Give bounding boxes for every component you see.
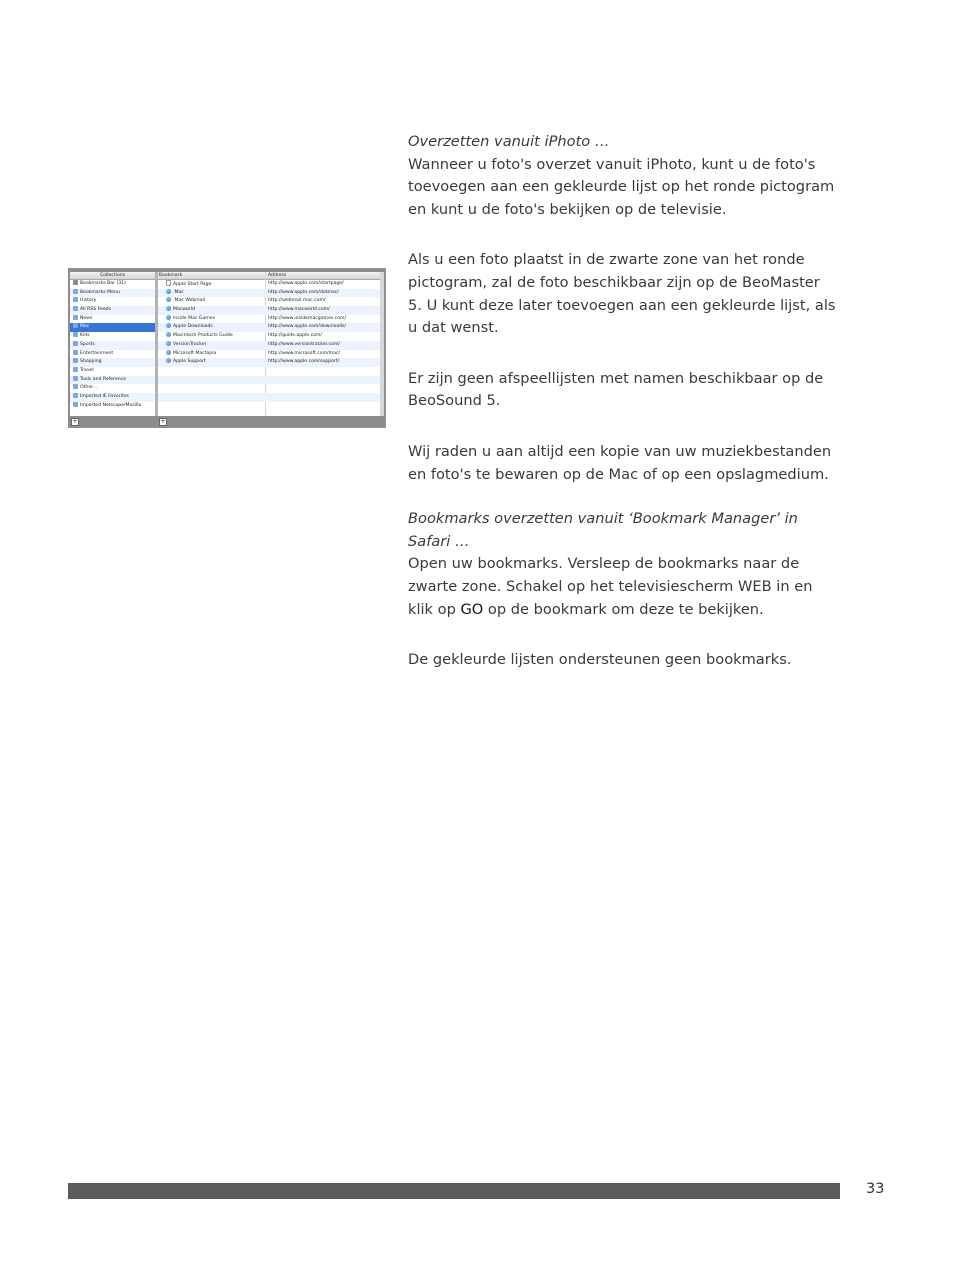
collection-label: Entertainment bbox=[80, 350, 114, 356]
globe-icon bbox=[166, 323, 171, 328]
bookmark-name: Macworld bbox=[173, 307, 195, 313]
globe-icon bbox=[166, 341, 171, 346]
collection-label: Sports bbox=[80, 341, 95, 347]
bookmark-address: http://www.versiontracker.com/ bbox=[268, 341, 340, 347]
iphoto-paragraph-2: Als u een foto plaatst in de zwarte zone van het ronde pictogram, zal de foto beschikbaar zijn op de BeoMaster 5. U kunt deze later toevoegen aan een gekleurde lijst, als u dat wenst. bbox=[408, 251, 836, 337]
collection-label: Shopping bbox=[80, 359, 102, 365]
collection-label: Tools and Reference bbox=[80, 376, 127, 382]
folder-icon bbox=[73, 358, 78, 363]
text-column bbox=[408, 131, 838, 672]
collection-label: Imported IE Favorites bbox=[80, 393, 129, 399]
collection-item[interactable] bbox=[70, 358, 155, 367]
bookmark-address: http://guide.apple.com/ bbox=[268, 333, 322, 339]
bookmark-address: http://www.apple.com/dotmac/ bbox=[268, 289, 339, 295]
bookmark-name-cell bbox=[158, 306, 263, 315]
bookmark-name-cell bbox=[158, 297, 263, 306]
folder-icon bbox=[73, 332, 78, 337]
address-column-header[interactable]: Address bbox=[268, 273, 287, 278]
rss-icon bbox=[73, 306, 78, 311]
empty-row bbox=[158, 384, 380, 393]
collection-label: History bbox=[80, 298, 97, 304]
collections-list bbox=[70, 280, 155, 410]
bookmarks-paragraph-1: Open uw bookmarks. Versleep de bookmarks naar de zwarte zone. Schakel op het televisiescherm WEB in en klik op GO op de bookmark om deze te bekijken. bbox=[408, 555, 813, 618]
bookmark-address: http://www.insidemacgames.com/ bbox=[268, 315, 347, 321]
bookmark-name-cell bbox=[158, 341, 263, 350]
collection-item[interactable] bbox=[70, 350, 155, 359]
collection-item[interactable] bbox=[70, 315, 155, 324]
bookmark-name-cell bbox=[158, 323, 263, 332]
collection-item[interactable] bbox=[70, 367, 155, 376]
collection-item[interactable] bbox=[70, 341, 155, 350]
bookmark-name: VersionTracker bbox=[173, 341, 207, 347]
globe-icon bbox=[166, 350, 171, 355]
collection-label: Mac bbox=[80, 324, 90, 330]
add-collection-button[interactable]: + bbox=[72, 418, 78, 425]
bookmark-address: http://www.apple.com/startpage/ bbox=[268, 281, 344, 286]
bookmark-name: Microsoft Mactopia bbox=[173, 350, 217, 356]
bookmark-name-cell bbox=[158, 332, 263, 341]
folder-icon bbox=[73, 341, 78, 346]
globe-icon bbox=[166, 297, 171, 302]
collection-item[interactable] bbox=[70, 393, 155, 402]
globe-icon bbox=[166, 289, 171, 294]
bookmark-row[interactable] bbox=[158, 289, 380, 298]
bookmark-name-cell bbox=[158, 315, 263, 324]
bookmark-address: http://www.macworld.com/ bbox=[268, 307, 330, 313]
empty-row bbox=[158, 393, 380, 402]
collection-label: News bbox=[80, 315, 93, 321]
bookmark-row[interactable] bbox=[158, 350, 380, 359]
empty-row bbox=[158, 376, 380, 385]
collection-label: All RSS Feeds bbox=[80, 307, 111, 313]
iphoto-paragraph-3: Er zijn geen afspeellijsten met namen beschikbaar op de BeoSound 5. bbox=[408, 369, 824, 410]
bookmark-name: Macintosh Products Guide bbox=[173, 333, 233, 339]
bookmark-address: http://www.apple.com/downloads/ bbox=[268, 324, 347, 330]
bookmark-row[interactable] bbox=[158, 297, 380, 306]
bookmarks-list bbox=[158, 280, 380, 410]
bookmark-name: .Mac bbox=[173, 289, 184, 295]
collections-pane bbox=[70, 272, 155, 416]
collection-item[interactable] bbox=[70, 306, 155, 315]
bookmark-name: Inside Mac Games bbox=[173, 315, 215, 321]
iphoto-paragraph-1: Wanneer u foto's overzet vanuit iPhoto, kunt u de foto's toevoegen aan een gekleurde lijst op het ronde pictogram en kunt u de foto's bekijken op de televisie. bbox=[408, 155, 835, 218]
iphoto-paragraph-4: Wij raden u aan altijd een kopie van uw muziekbestanden en foto's te bewaren op de Mac of op een opslagmedium. bbox=[408, 442, 832, 483]
scrollbar[interactable] bbox=[380, 272, 384, 416]
bookmark-row[interactable] bbox=[158, 315, 380, 324]
iphoto-heading: Overzetten vanuit iPhoto … bbox=[408, 133, 610, 150]
collection-item[interactable] bbox=[70, 402, 155, 411]
bookmark-name: Apple Start Page bbox=[173, 282, 212, 287]
globe-icon bbox=[166, 332, 171, 337]
bookmark-name: Apple Downloads bbox=[173, 324, 213, 330]
folder-icon bbox=[73, 350, 78, 355]
bookmark-column-header[interactable]: Bookmark bbox=[159, 273, 183, 278]
bookmark-row[interactable] bbox=[158, 358, 380, 367]
collection-label: Imported Netscape/Mozilla bbox=[80, 402, 142, 408]
bookmark-address: http://webmail.mac.com/ bbox=[268, 298, 326, 304]
clock-icon bbox=[73, 297, 78, 302]
page-number: 33 bbox=[866, 1181, 885, 1197]
bookmarks-pane bbox=[158, 272, 380, 416]
bookmark-name: Apple Support bbox=[173, 359, 206, 365]
bookmarks-paragraph-2: De gekleurde lijsten ondersteunen geen bookmarks. bbox=[408, 651, 792, 669]
add-bookmark-button[interactable]: + bbox=[160, 418, 166, 425]
folder-icon bbox=[73, 367, 78, 372]
empty-row bbox=[158, 367, 380, 376]
folder-icon bbox=[73, 376, 78, 381]
bookmark-address: http://www.microsoft.com/mac/ bbox=[268, 350, 340, 356]
globe-icon bbox=[166, 315, 171, 320]
folder-icon bbox=[73, 393, 78, 398]
bookmark-name: .Mac Webmail bbox=[173, 298, 206, 304]
bookmark-manager-screenshot bbox=[68, 268, 386, 428]
bookmark-row[interactable] bbox=[158, 341, 380, 350]
footer-bar bbox=[68, 1183, 840, 1199]
bookmark-name-cell bbox=[158, 350, 263, 359]
folder-icon bbox=[73, 402, 78, 407]
go-keyword: GO bbox=[460, 600, 484, 618]
bookmark-address: http://www.apple.com/support/ bbox=[268, 359, 340, 365]
collection-label: Other... bbox=[80, 385, 98, 391]
collection-item[interactable] bbox=[70, 280, 155, 289]
globe-icon bbox=[166, 306, 171, 311]
collection-label: Bookmarks Menu bbox=[80, 289, 120, 295]
collection-label: Travel bbox=[80, 367, 94, 373]
bookmark-name-cell bbox=[158, 358, 263, 367]
collections-header: Collections bbox=[70, 272, 155, 280]
folder-icon bbox=[73, 315, 78, 320]
page-icon bbox=[166, 280, 171, 286]
bookmarks-heading: Bookmarks overzetten vanuit ‘Bookmark Manager’ in Safari … bbox=[408, 510, 798, 550]
bookmark-row[interactable] bbox=[158, 280, 380, 289]
collection-label: Kids bbox=[80, 333, 90, 339]
collection-item[interactable] bbox=[70, 332, 155, 341]
folder-icon bbox=[73, 323, 78, 328]
collection-item[interactable] bbox=[70, 376, 155, 385]
book-icon bbox=[73, 280, 78, 285]
collection-item[interactable] bbox=[70, 384, 155, 393]
collection-label: Bookmarks Bar (31) bbox=[80, 281, 126, 286]
bookmark-name-cell bbox=[158, 289, 263, 298]
bookmark-row[interactable] bbox=[158, 323, 380, 332]
menu-icon bbox=[73, 289, 78, 294]
globe-icon bbox=[166, 358, 171, 363]
collection-item[interactable] bbox=[70, 289, 155, 298]
collection-item[interactable] bbox=[70, 297, 155, 306]
bookmark-row[interactable] bbox=[158, 332, 380, 341]
bookmark-row[interactable] bbox=[158, 306, 380, 315]
empty-row bbox=[158, 402, 380, 411]
folder-icon bbox=[73, 384, 78, 389]
bookmarks-header bbox=[158, 272, 380, 280]
collection-item[interactable] bbox=[70, 323, 155, 332]
